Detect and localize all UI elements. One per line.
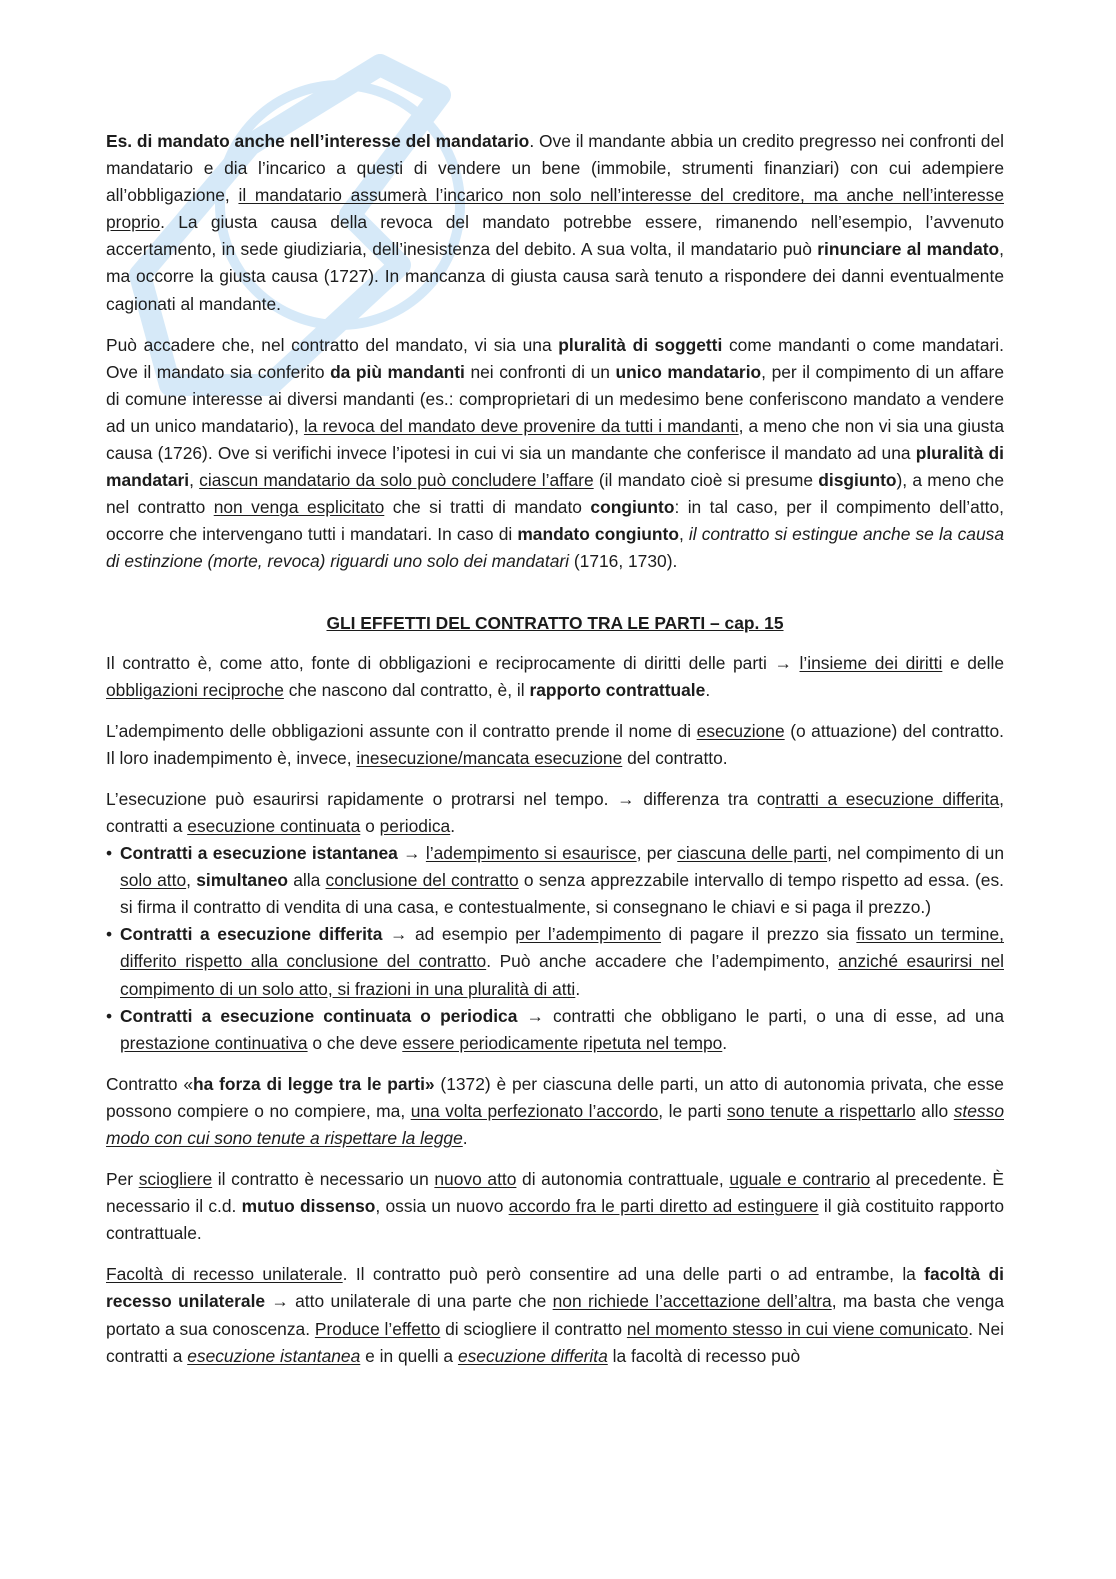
text-run: Es. di mandato anche nell’interesse del mandatario: [106, 131, 530, 151]
text-run: non venga esplicitato: [213, 497, 385, 518]
text-run: Contratti a esecuzione istantanea →: [120, 843, 421, 864]
text-run: il contratto si estingue anche se la causa di estinzione (morte, revoca) riguardi uno solo dei mandatari: [106, 524, 1004, 572]
text-run: sciogliere: [138, 1169, 213, 1190]
text-run: di autonomia contrattuale,: [516, 1169, 730, 1190]
text-run: nel momento stesso in cui viene comunicato: [626, 1318, 969, 1339]
text-run: il mandatario assumerà l’incarico non solo nell’interesse del creditore, ma anche nell’interesse proprio: [106, 185, 1004, 233]
text-run: l’insieme dei diritti: [799, 652, 943, 673]
paragraph: [106, 1261, 1004, 1369]
bullet-list: [106, 840, 1004, 1057]
text-run: stesso modo con cui sono tenute a rispettare la legge: [106, 1100, 1004, 1148]
text-run: solo atto: [120, 870, 187, 891]
text-run: , per: [636, 843, 678, 864]
text-run: di sciogliere il contratto: [440, 1318, 627, 1339]
text-run: del contratto.: [622, 747, 728, 768]
bullet-icon: •: [106, 924, 113, 945]
text-run: .: [450, 815, 456, 836]
text-run: → atto unilaterale di una parte che: [265, 1291, 553, 1312]
text-run: ), a meno che nel contratto: [106, 470, 1004, 518]
paragraph: [106, 1166, 1004, 1247]
text-run: Può accadere che, nel contratto del mandato, vi sia una: [106, 334, 559, 355]
text-run: da più mandanti: [330, 361, 465, 382]
text-run: Facoltà di recesso unilaterale: [106, 1264, 343, 1285]
text-run: accordo fra le parti diretto ad estinguere: [508, 1196, 819, 1217]
text-run: esecuzione differita: [457, 1345, 608, 1366]
text-run: che si tratti di mandato: [384, 497, 591, 518]
text-run: uguale e contrario: [729, 1169, 871, 1190]
text-run: Contratti a esecuzione continuata o periodica →: [120, 1005, 544, 1026]
text-run: per l’adempimento: [515, 924, 662, 945]
text-run: , ossia un nuovo: [375, 1196, 509, 1217]
text-run: Produce l’effetto: [314, 1318, 441, 1339]
paragraph: [106, 650, 1004, 704]
text-run: anziché esaurirsi nel compimento di un solo atto, si frazioni in una pluralità di atti: [120, 951, 1004, 999]
text-run: ,: [678, 524, 689, 545]
bullet-icon: •: [106, 843, 113, 864]
text-run: che nascono dal contratto, è, il: [283, 679, 530, 700]
text-run: (o attuazione) del contratto. Il loro inadempimento è, invece,: [106, 720, 1005, 768]
paragraph: [106, 718, 1004, 772]
text-run: una volta perfezionato l’accordo: [410, 1100, 659, 1121]
text-run: ,: [189, 470, 200, 491]
text-run: o che deve: [307, 1032, 403, 1053]
text-run: (1716, 1730).: [569, 551, 678, 572]
text-run: il già costituito rapporto contrattuale.: [106, 1196, 1004, 1244]
text-run: inesecuzione/mancata esecuzione: [356, 747, 623, 768]
text-run: ntratti a esecuzione differita: [775, 788, 1000, 809]
text-run: pluralità di mandatari: [106, 443, 1004, 491]
text-run: fissato un termine, differito rispetto alla conclusione del contratto: [120, 924, 1004, 972]
text-run: non richiede l’accettazione dell’altra: [552, 1291, 832, 1312]
text-run: , a meno che non vi sia una giusta causa (1726). Ove si verifichi invece l’ipotesi in cui vi sia un mandante che conferisce il mandato ad una: [106, 415, 1004, 464]
text-run: .: [722, 1032, 728, 1053]
text-run: prestazione continuativa: [120, 1032, 308, 1053]
text-run: : in tal caso, per il compimento dell’atto, occorre che intervengano tutti i mandatari. In caso di: [106, 497, 1005, 545]
text-run: unico mandatario: [615, 361, 762, 382]
list-item: [106, 921, 1004, 1002]
text-run: Il contratto è, come atto, fonte di obbligazioni e reciprocamente di diritti delle parti →: [106, 652, 800, 673]
text-run: Per: [106, 1169, 139, 1190]
text-run: . Il contratto può però consentire ad una delle parti o ad entrambe, la: [342, 1264, 925, 1285]
text-run: , ma basta che venga portato a sua conoscenza.: [106, 1291, 1004, 1339]
text-run: al precedente. È necessario il c.d.: [106, 1169, 1004, 1217]
text-run: obbligazioni reciproche: [106, 679, 284, 700]
text-run: la facoltà di recesso può: [607, 1345, 801, 1366]
section-heading: GLI EFFETTI DEL CONTRATTO TRA LE PARTI – cap. 15: [326, 612, 784, 633]
text-run: Contratti a esecuzione differita →: [120, 924, 408, 945]
text-run: il contratto è necessario un: [212, 1169, 435, 1190]
text-run: mandato congiunto: [517, 524, 679, 545]
bullet-icon: •: [106, 1005, 113, 1026]
text-run: sono tenute a rispettarlo: [727, 1100, 916, 1121]
paragraph: [106, 128, 1004, 318]
text-run: esecuzione istantanea: [187, 1345, 361, 1366]
text-run: essere periodicamente ripetuta nel tempo: [402, 1032, 723, 1053]
text-run: come mandanti o come mandatari. Ove il mandato sia conferito: [106, 334, 1004, 382]
text-run: L’adempimento delle obbligazioni assunte con il contratto prende il nome di: [106, 720, 697, 741]
text-run: pluralità di soggetti: [558, 334, 723, 355]
text-run: mutuo dissenso: [241, 1196, 376, 1217]
text-run: alla: [288, 870, 326, 891]
text-run: esecuzione continuata: [187, 815, 361, 836]
text-run: facoltà di recesso unilaterale: [106, 1264, 1004, 1312]
text-run: (1372) è per ciascuna delle parti, un atto di autonomia privata, che esse possono compiere o no compiere, ma,: [106, 1073, 1004, 1121]
text-run: congiunto: [590, 497, 675, 518]
text-run: la revoca del mandato deve provenire da tutti i mandanti: [303, 415, 739, 436]
text-run: e delle: [942, 652, 1004, 673]
text-run: (il mandato cioè si presume: [593, 470, 819, 491]
text-run: . Ove il mandante abbia un credito pregresso nei confronti del mandatario e dia l’incarico a questi di vendere un bene (immobile, strumenti finanziari) con cui adempiere all’obbligazione,: [106, 131, 1004, 206]
list-item: [106, 840, 1004, 921]
text-run: esecuzione: [696, 720, 785, 741]
text-run: . Nei contratti a: [106, 1318, 1004, 1366]
text-run: Contratto «: [106, 1073, 194, 1094]
text-run: nuovo atto: [434, 1169, 517, 1190]
text-run: ,: [186, 870, 197, 891]
text-run: ciascuna delle parti: [677, 843, 828, 864]
text-run: simultaneo: [196, 870, 289, 891]
paragraph: [106, 1071, 1004, 1152]
text-run: e in quelli a: [360, 1345, 458, 1366]
text-run: .: [705, 679, 711, 700]
text-run: nei confronti di un: [464, 361, 616, 382]
text-run: .: [575, 978, 581, 999]
text-run: o senza apprezzabile intervallo di tempo rispetto ad essa. (es. si firma il contratto di vendita di una casa, e contestualmente, si consegnano le chiavi e si paga il prezzo.): [120, 870, 1005, 918]
text-run: .: [462, 1128, 468, 1148]
text-run: ad esempio: [407, 924, 516, 945]
text-run: . Può anche accadere che l’adempimento,: [486, 951, 839, 972]
text-run: periodica: [379, 815, 451, 836]
text-run: di pagare il prezzo sia: [661, 924, 857, 945]
text-run: , per il compimento di un affare di comune interesse ai diversi mandanti (es.: comproprietari di un medesimo bene conferiscono mandato a vendere ad un unico mandatario),: [106, 361, 1005, 436]
text-run: contratti che obbligano le parti, o una di esse, ad una: [543, 1005, 1004, 1026]
paragraph: [106, 332, 1004, 576]
text-run: rinunciare al mandato: [817, 239, 1000, 260]
document-body: [106, 128, 1004, 1384]
text-run: l’adempimento si esaurisce: [425, 843, 637, 864]
text-run: , nel compimento di un: [827, 843, 1005, 864]
text-run: conclusione del contratto: [325, 870, 519, 891]
text-run: ciascun mandatario da solo può concludere l’affare: [199, 470, 594, 491]
paragraph: [106, 786, 1004, 840]
text-run: allo: [915, 1100, 954, 1121]
text-run: L’esecuzione può esaurirsi rapidamente o protrarsi nel tempo. → differenza tra co: [106, 788, 776, 809]
text-run: . La giusta causa della revoca del mandato potrebbe essere, rimanendo nell’esempio, l’avvenuto accertamento, in sede giudiziaria, dell’inesistenza del debito. A sua volta, il mandatario può: [106, 212, 1004, 260]
text-run: ha forza di legge tra le parti»: [193, 1073, 435, 1094]
list-item: [106, 1003, 1004, 1057]
text-run: disgiunto: [818, 470, 897, 491]
text-run: , contratti a: [106, 788, 1004, 836]
text-run: , ma occorre la giusta causa (1727). In mancanza di giusta causa sarà tenuto a rispondere dei danni eventualmente cagionati al mandante.: [106, 239, 1004, 314]
text-run: rapporto contrattuale: [529, 679, 706, 700]
text-run: , le parti: [658, 1100, 728, 1121]
text-run: o: [360, 815, 380, 836]
